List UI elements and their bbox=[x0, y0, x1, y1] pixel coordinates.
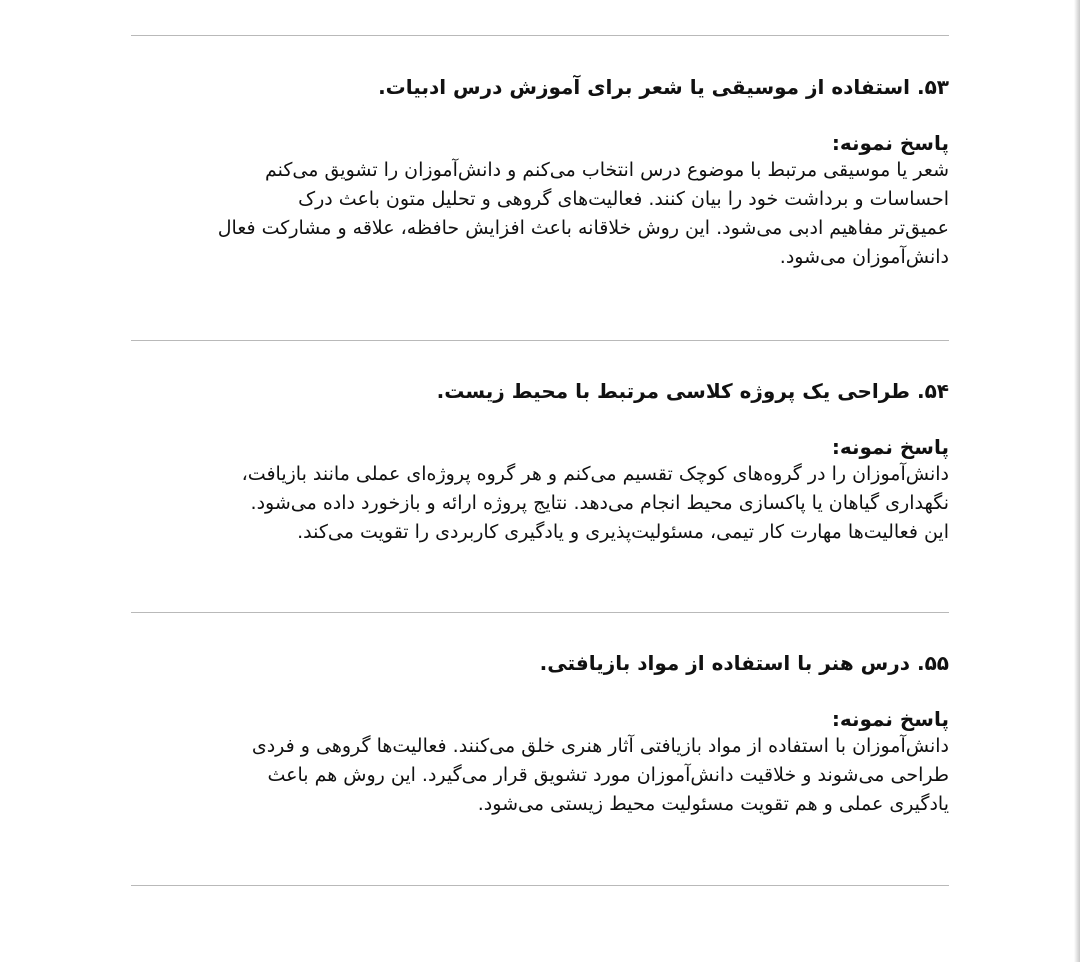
answer-line: این فعالیت‌ها مهارت کار تیمی، مسئولیت‌پذیری و یادگیری کاربردی را تقویت می‌کند. bbox=[297, 521, 949, 543]
section-divider bbox=[131, 885, 949, 886]
section-divider bbox=[131, 612, 949, 613]
question-53 bbox=[131, 74, 949, 272]
page-edge-shadow bbox=[1074, 0, 1080, 962]
question-55 bbox=[131, 650, 949, 819]
section-divider bbox=[131, 340, 949, 341]
answer-line: شعر یا موسیقی مرتبط با موضوع درس انتخاب می‌کنم و دانش‌آموزان را تشویق می‌کنم bbox=[264, 159, 949, 181]
answer-line: احساسات و برداشت خود را بیان کنند. فعالیت‌های گروهی و تحلیل متون باعث درک bbox=[298, 188, 949, 210]
question-54 bbox=[131, 378, 949, 547]
answer-line: طراحی می‌شوند و خلاقیت دانش‌آموزان مورد تشویق قرار می‌گیرد. این روش هم باعث bbox=[267, 764, 949, 786]
answer-label: پاسخ نمونه: bbox=[831, 131, 949, 155]
answer-line: عمیق‌تر مفاهیم ادبی می‌شود. این روش خلاقانه باعث افزایش حافظه، علاقه و مشارکت فعال bbox=[217, 217, 949, 239]
question-title: ۵۵. درس هنر با استفاده از مواد بازیافتی. bbox=[539, 651, 949, 675]
question-title: ۵۳. استفاده از موسیقی یا شعر برای آموزش درس ادبیات. bbox=[378, 75, 949, 99]
section-divider bbox=[131, 35, 949, 36]
question-title: ۵۴. طراحی یک پروژه کلاسی مرتبط با محیط زیست. bbox=[436, 379, 949, 403]
answer-label: پاسخ نمونه: bbox=[831, 435, 949, 459]
answer-line: نگهداری گیاهان یا پاکسازی محیط انجام می‌دهد. نتایج پروژه ارائه و بازخورد داده می‌شود. bbox=[250, 492, 949, 514]
answer-line: دانش‌آموزان می‌شود. bbox=[779, 246, 949, 268]
answer-label: پاسخ نمونه: bbox=[831, 707, 949, 731]
answer-line: دانش‌آموزان با استفاده از مواد بازیافتی آثار هنری خلق می‌کنند. فعالیت‌ها گروهی و فردی bbox=[251, 735, 949, 757]
answer-line: دانش‌آموزان را در گروه‌های کوچک تقسیم می‌کنم و هر گروه پروژه‌ای عملی مانند بازیافت، bbox=[241, 463, 949, 485]
answer-line: یادگیری عملی و هم تقویت مسئولیت محیط زیستی می‌شود. bbox=[477, 793, 949, 815]
